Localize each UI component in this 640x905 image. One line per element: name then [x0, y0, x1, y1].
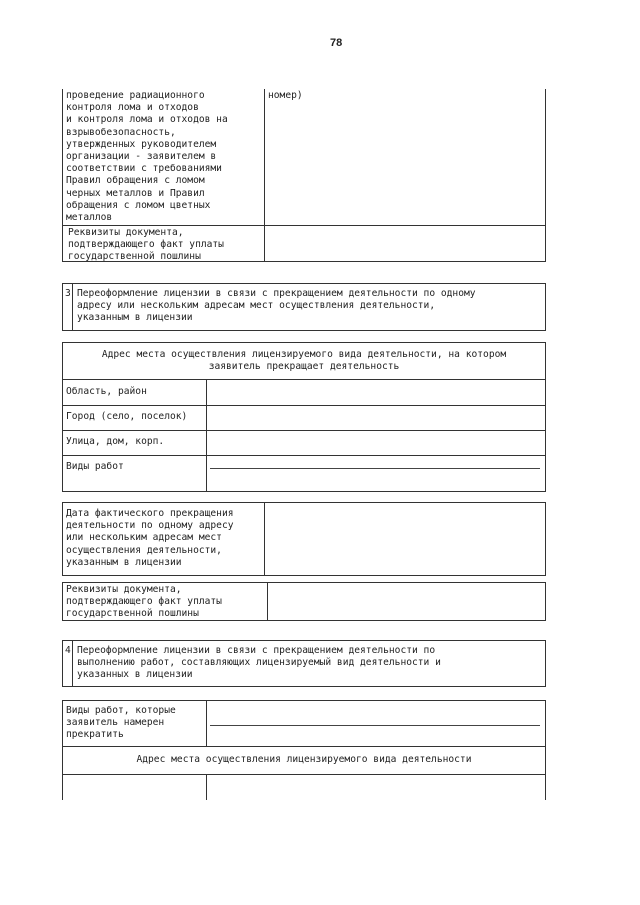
- section-3-title: Переоформление лицензии в связи с прекращением деятельности по одному адресу или нескольким адресам мест осуществления деятельности, указанным в лицензии: [77, 288, 476, 324]
- row-street-label: Улица, дом, корп.: [66, 436, 165, 447]
- fee-document-label-2: Реквизиты документа, подтверждающего факт уплаты государственной пошлины: [66, 584, 222, 620]
- page-number: 78: [330, 37, 343, 49]
- termination-date-label: Дата фактического прекращения деятельности по одному адресу или нескольким адресам мест осуществления деятельности, указанным в лицензии: [66, 508, 234, 568]
- section-4-number: 4: [65, 645, 71, 656]
- row-region-label: Область, район: [66, 386, 147, 397]
- works-terminate-label: Виды работ, которые заявитель намерен прекратить: [66, 705, 176, 741]
- row-city-label: Город (село, поселок): [66, 411, 188, 422]
- works-address-header: Адрес места осуществления лицензируемого вида деятельности: [136, 754, 472, 765]
- address-table-header: Адрес места осуществления лицензируемого вида деятельности, на котором заявитель прекращает деятельность: [101, 349, 507, 373]
- row-works-label: Виды работ: [66, 461, 124, 472]
- requirements-text: проведение радиационного контроля лома и отходов и контроля лома и отходов на взрывобезопасность, утвержденных руководителем организации - заявителем в соответствии с требованиями Правил обращения с ломом черных металлов и Правил обращения с ломом цветных металлов: [66, 90, 228, 224]
- section-3-number: 3: [65, 288, 71, 299]
- works-fill-line: [210, 468, 540, 469]
- fee-document-label: Реквизиты документа, подтверждающего факт уплаты государственной пошлины: [68, 227, 224, 263]
- works-terminate-fill-line: [210, 725, 540, 726]
- number-suffix-text: номер): [268, 90, 303, 101]
- section-4-title: Переоформление лицензии в связи с прекращением деятельности по выполнению работ, составляющих лицензируемый вид деятельности и указанных в лицензии: [77, 645, 441, 681]
